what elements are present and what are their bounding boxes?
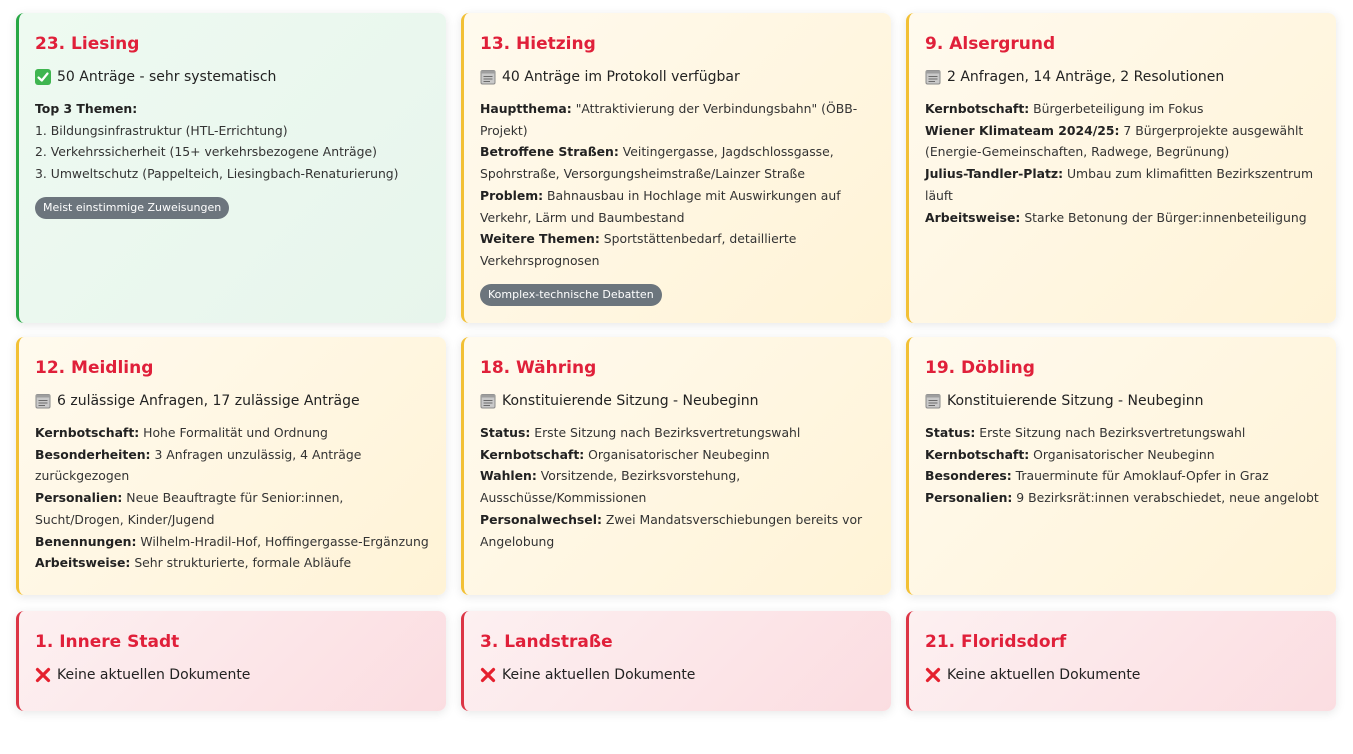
detail-line: Status: Erste Sitzung nach Bezirksvertretungswahl [925,425,1246,440]
list-item: 3. Umweltschutz (Pappelteich, Liesingbach-Renaturierung) [35,166,399,182]
notepad-icon [480,69,496,85]
detail-line: Kernbotschaft: Organisatorischer Neubeginn [480,446,770,462]
district-title: 9. Alsergrund [925,34,1056,54]
detail-line: Personalien: 9 Bezirksrät:innen verabschiedet, neue angelobt [925,490,1319,506]
detail-line: Weitere Themen: Sportstättenbedarf, detaillierte Verkehrsprognosen [480,231,797,268]
detail-line: Arbeitsweise: Sehr strukturierte, formale Abläufe [35,555,352,571]
detail-line: Besonderes: Trauerminute für Amoklauf-Opfer in Graz [925,468,1269,484]
district-title: 1. Innere Stadt [35,632,180,652]
district-summary [35,67,430,87]
detail-line: Wiener Klimateam 2024/25: 7 Bürgerprojekte ausgewählt (Energie-Gemeinschaften, Radwege, Begrünung) [925,122,1304,160]
district-title: 21. Floridsdorf [925,632,1067,652]
district-card-floridsdorf [906,611,1336,711]
detail-line: Arbeitsweise: Starke Betonung der Bürger:innenbeteiligung [925,209,1307,225]
district-card-doebling [906,337,1336,595]
summary-text: Konstituierende Sitzung - Neubeginn [502,393,759,409]
topic-list [35,120,430,185]
district-card-grid [16,0,1336,711]
cross-icon [925,667,941,683]
summary-text: 2 Anfragen, 14 Anträge, 2 Resolutionen [947,69,1225,85]
summary-text: 50 Anträge - sehr systematisch [57,69,277,85]
district-card-hietzing [461,13,891,323]
notepad-icon [480,393,496,409]
summary-text: 40 Anträge im Protokoll verfügbar [502,69,740,85]
district-card-liesing [16,13,446,323]
notepad-icon [925,69,941,85]
district-summary [480,67,875,87]
district-card-meidling [16,337,446,595]
detail-line: Julius-Tandler-Platz: Umbau zum klimafitten Bezirkszentrum läuft [925,166,1314,203]
check-icon [35,69,51,85]
status-badge: Komplex-technische Debatten [480,284,662,306]
detail-line: Personalwechsel: Zwei Mandatsverschiebungen bereits vor Angelobung [480,511,863,549]
detail-line: Status: Erste Sitzung nach Bezirksvertretungswahl [480,425,801,440]
district-title: 3. Landstraße [480,632,613,652]
detail-line: Wahlen: Vorsitzende, Bezirksvorstehung, Ausschüsse/Kommissionen [480,468,741,506]
district-title: 13. Hietzing [480,34,596,54]
district-summary [925,391,1320,411]
topics-label: Top 3 Themen: [35,101,138,116]
district-title: 19. Döbling [925,358,1035,378]
summary-text: Keine aktuellen Dokumente [947,667,1141,683]
district-summary [480,391,875,411]
notepad-icon [35,393,51,409]
district-summary [35,391,430,411]
district-title: 23. Liesing [35,34,140,54]
summary-text: Keine aktuellen Dokumente [502,667,696,683]
cross-icon [480,667,496,683]
notepad-icon [925,393,941,409]
detail-line: Personalien: Neue Beauftragte für Senior:innen, Sucht/Drogen, Kinder/Jugend [35,490,344,527]
district-summary [480,665,875,685]
district-card-innere-stadt [16,611,446,711]
summary-text: Konstituierende Sitzung - Neubeginn [947,393,1204,409]
cross-icon [35,667,51,683]
district-title: 12. Meidling [35,358,154,378]
district-card-landstrasse [461,611,891,711]
detail-line: Hauptthema: "Attraktivierung der Verbindungsbahn" (ÖBB-Projekt) [480,101,858,138]
list-item: 2. Verkehrssicherheit (15+ verkehrsbezogene Anträge) [35,144,377,160]
detail-line: Kernbotschaft: Hohe Formalität und Ordnung [35,425,328,440]
detail-line: Benennungen: Wilhelm-Hradil-Hof, Hoffingergasse-Ergänzung [35,533,429,549]
status-badge: Meist einstimmige Zuweisungen [35,197,229,219]
detail-line: Kernbotschaft: Bürgerbeteiligung im Fokus [925,101,1204,116]
district-card-waehring [461,337,891,595]
summary-text: Keine aktuellen Dokumente [57,667,251,683]
district-card-alsergrund [906,13,1336,323]
list-item: 1. Bildungsinfrastruktur (HTL-Errichtung) [35,122,288,138]
district-summary [925,665,1320,685]
summary-text: 6 zulässige Anfragen, 17 zulässige Anträge [57,393,360,409]
district-summary [35,665,430,685]
district-summary [925,67,1320,87]
detail-line: Problem: Bahnausbau in Hochlage mit Auswirkungen auf Verkehr, Lärm und Baumbestand [480,187,841,225]
detail-line: Besonderheiten: 3 Anfragen unzulässig, 4 Anträge zurückgezogen [35,446,362,484]
district-title: 18. Währing [480,358,597,378]
detail-line: Kernbotschaft: Organisatorischer Neubeginn [925,446,1215,462]
detail-line: Betroffene Straßen: Veitingergasse, Jagdschlossgasse, Spohrstraße, Versorgungsheimstraße/Lainzer Straße [480,144,834,182]
